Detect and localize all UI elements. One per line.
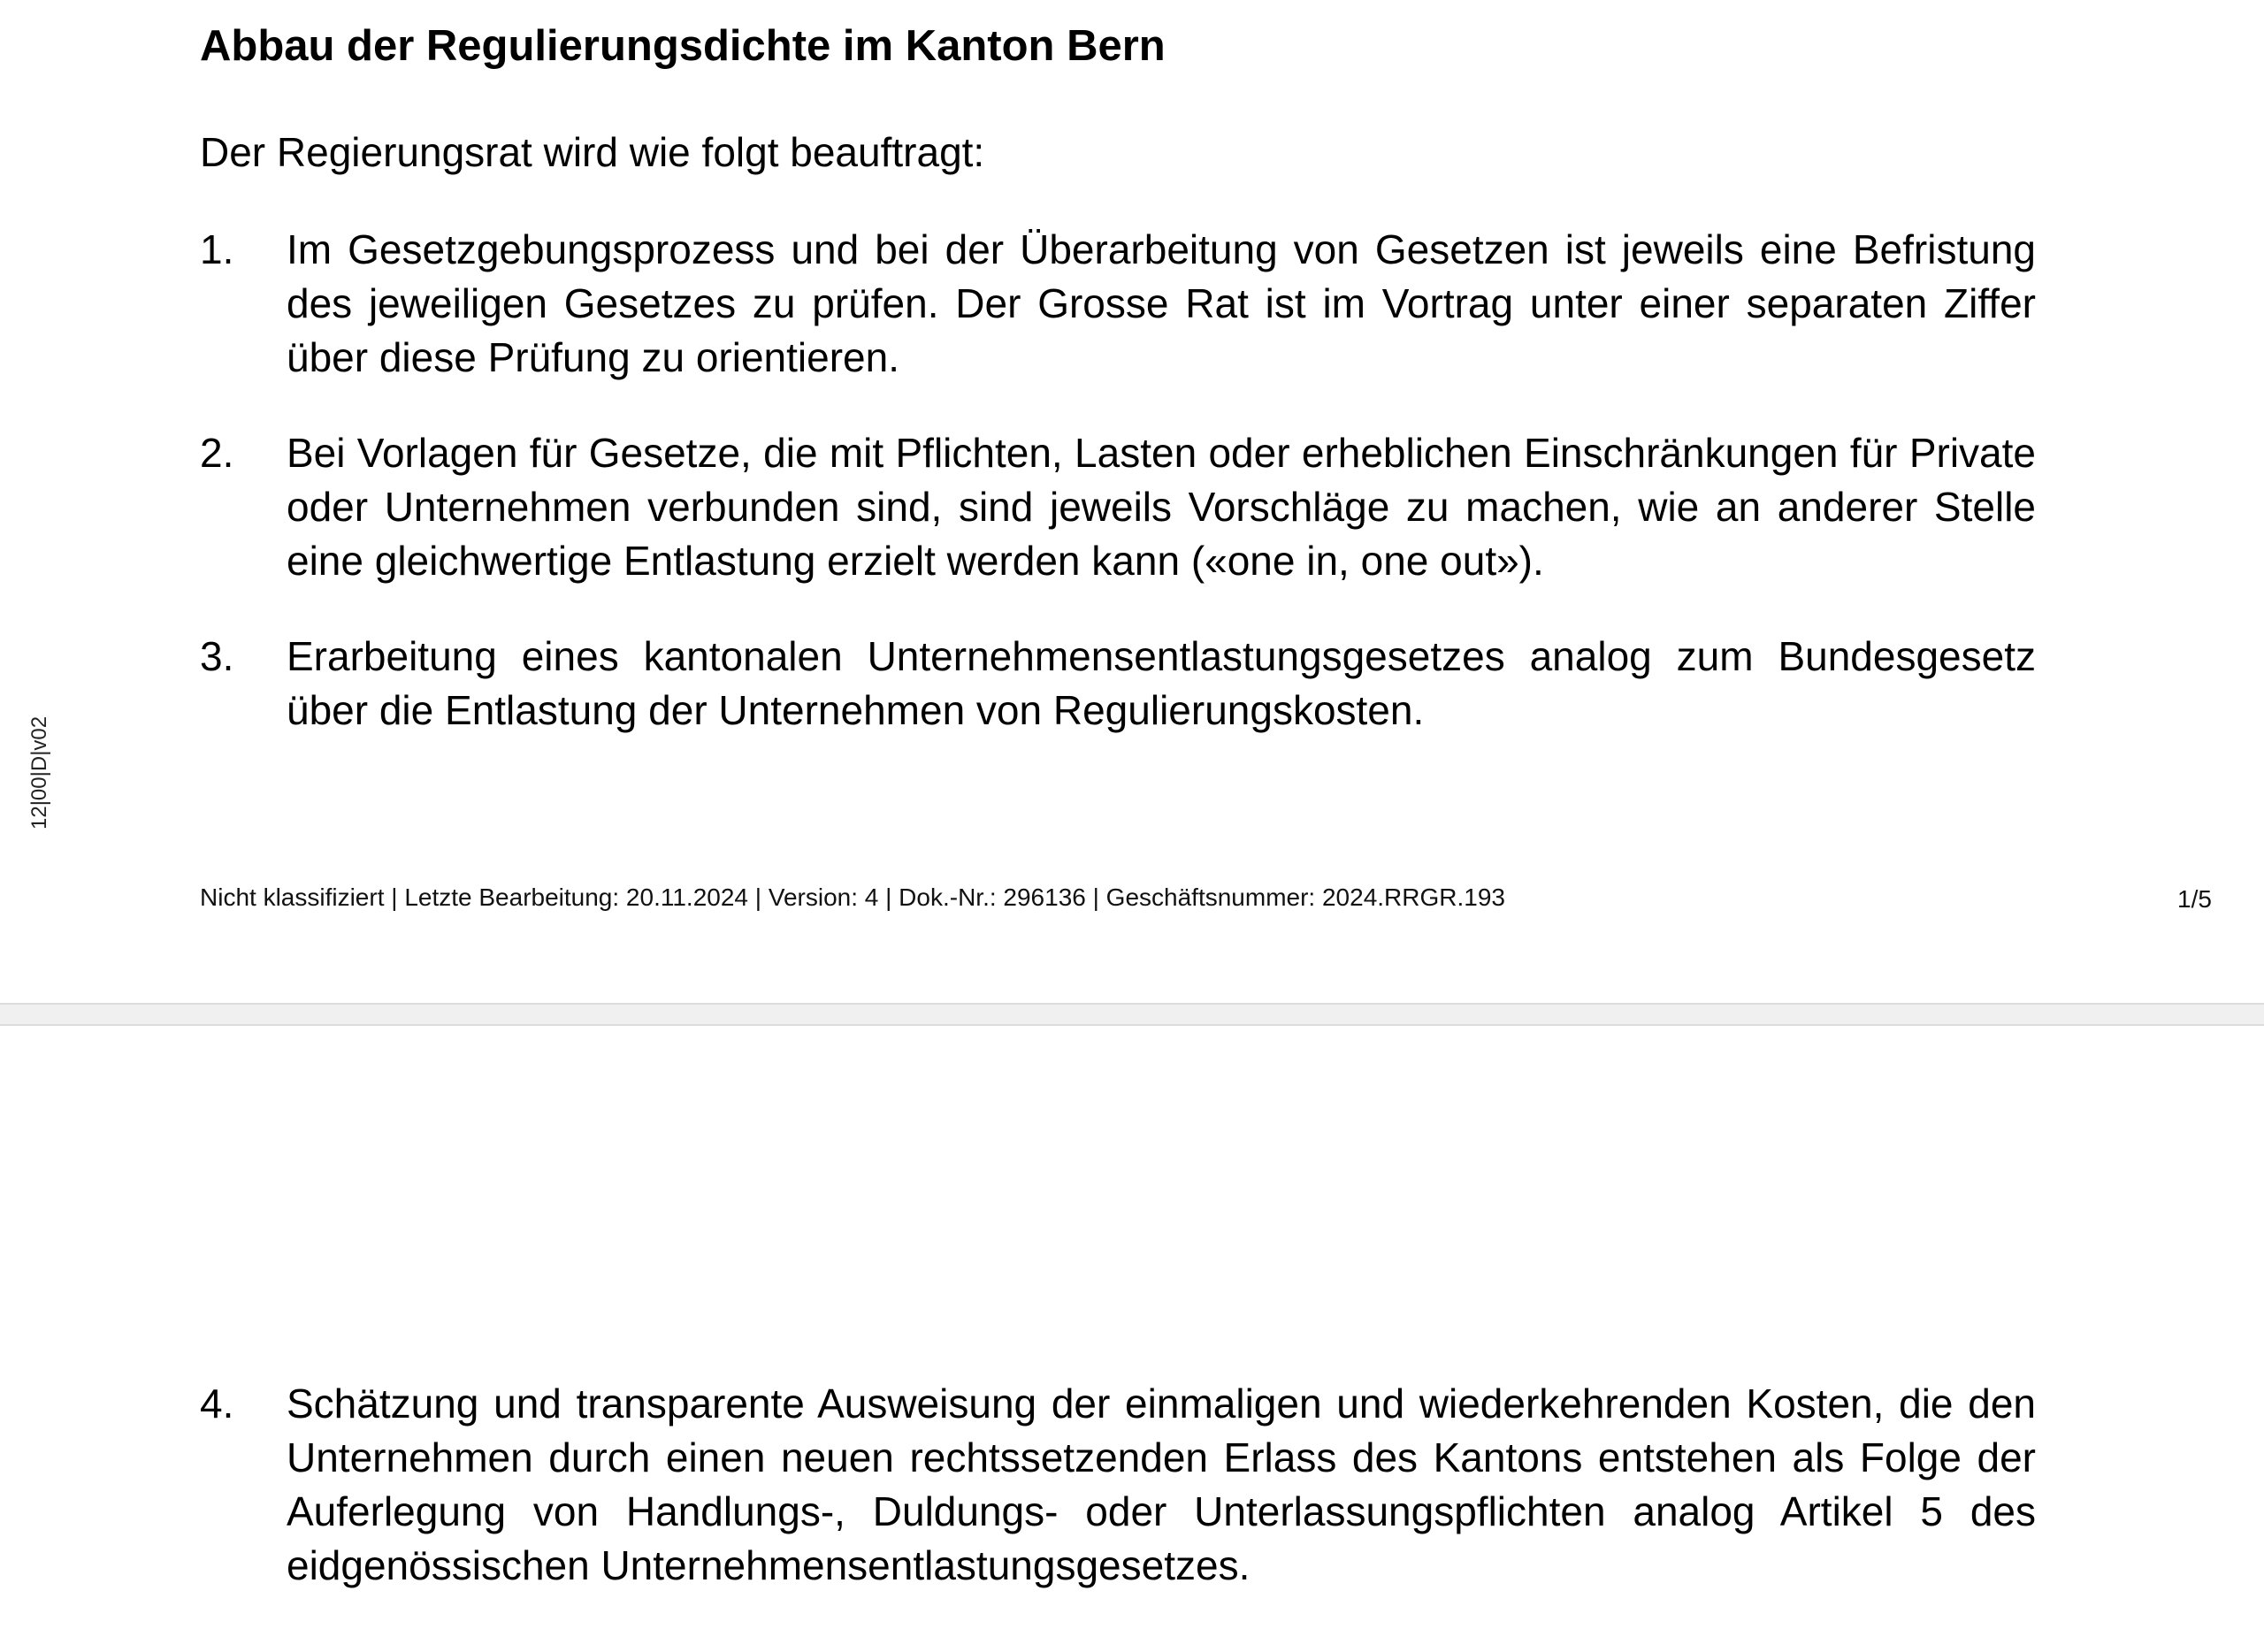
list-item [200,630,2036,738]
page-2 [0,1026,2264,1652]
list-item [200,223,2036,385]
side-document-code: 12|00|D|v02 [27,715,51,830]
list-item-text: Erarbeitung eines kantonalen Unternehmensentlastungsgesetzes analog zum Bundesgesetz über die Entlastung der Unternehmen von Regulierungskosten. [287,633,2036,733]
list-item-number: 2. [200,430,234,476]
list-item-text: Schätzung und transparente Ausweisung der einmaligen und wiederkehrenden Kosten, die den Unternehmen durch einen neuen rechtssetzenden Erlass des Kantons entstehen als Folge der Auferlegung von Handlungs-, Duldungs- oder Unterlassungspflichten analog Artikel 5 des eidgenössischen Unternehmensentlastungsgesetzes. [287,1380,2036,1588]
list-item [200,426,2036,588]
list-item-text: Bei Vorlagen für Gesetze, die mit Pflichten, Lasten oder erheblichen Einschränkungen für Private oder Unternehmen verbunden sind, sind jeweils Vorschläge zu machen, wie an anderer Stelle eine gleichwertige Entlastung erzielt werden kann («one in, one out»). [287,430,2036,584]
page-footer: Nicht klassifiziert | Letzte Bearbeitung: 20.11.2024 | Version: 4 | Dok.-Nr.: 296136 | Geschäftsnummer: 2024.RRGR.193 [200,883,1505,911]
intro-paragraph: Der Regierungsrat wird wie folgt beauftragt: [200,129,985,175]
list-item-number: 4. [200,1380,234,1426]
list-item-number: 1. [200,226,234,272]
page-separator [0,1003,2264,1026]
document-title: Abbau der Regulierungsdichte im Kanton Bern [200,22,1166,70]
list-item-text: Im Gesetzgebungsprozess und bei der Überarbeitung von Gesetzen ist jeweils eine Befristung des jeweiligen Gesetzes zu prüfen. Der Grosse Rat ist im Vortrag unter einer separaten Ziffer über diese Prüfung zu orientieren. [287,226,2036,380]
list-item-number: 3. [200,633,234,679]
list-item [200,1377,2036,1593]
page-number: 1/5 [2177,885,2212,913]
